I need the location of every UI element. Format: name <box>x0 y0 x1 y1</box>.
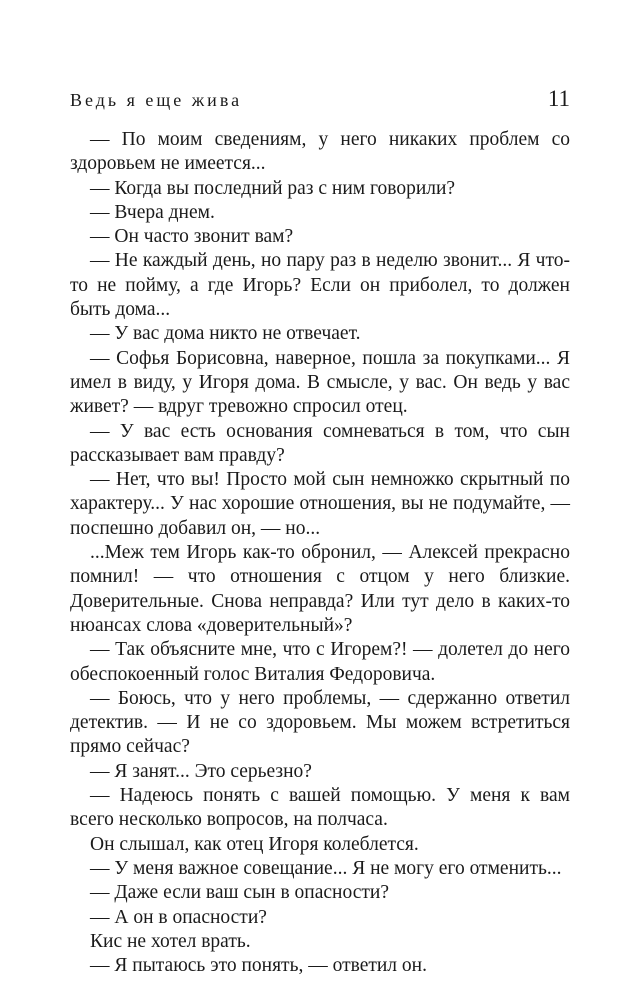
paragraph: — Я занят... Это серьезно? <box>90 760 312 782</box>
paragraph: — Нет, что вы! Просто мой сын немножко скрытный по характеру... У нас хорошие отношения, вы не подумайте, — поспешно добавил он, — но... <box>70 469 570 539</box>
page-header <box>70 86 570 116</box>
paragraph: — А он в опасности? <box>90 906 267 928</box>
paragraph: — Вчера днем. <box>90 201 215 223</box>
paragraph: — Софья Борисовна, наверное, пошла за покупками... Я имел в виду, у Игоря дома. В смысле, у вас. Он ведь у вас живет? — вдруг тревожно спросил отец. <box>70 347 570 418</box>
paragraph: — По моим сведениям, у него никаких проблем со здоровьем не имеется... <box>70 129 570 175</box>
paragraph: — Я пытаюсь это понять, — ответил он. <box>90 955 427 977</box>
paragraph: — Так объясните мне, что с Игорем?! — долетел до него обеспокоенный голос Виталия Федоровича. <box>70 639 570 685</box>
paragraph: — У вас есть основания сомневаться в том, что сын рассказывает вам правду? <box>70 420 570 466</box>
body-text <box>70 128 570 978</box>
paragraph: — У вас дома никто не отвечает. <box>90 323 361 345</box>
paragraph: — Он часто звонит вам? <box>90 226 294 248</box>
paragraph: — Надеюсь понять с вашей помощью. У меня к вам всего несколько вопросов, на полчаса. <box>70 785 570 831</box>
page-number: 11 <box>547 86 570 111</box>
paragraph: — Боюсь, что у него проблемы, — сдержанно ответил детектив. — И не со здоровьем. Мы можем встретиться прямо сейчас? <box>70 687 570 758</box>
paragraph: — Даже если ваш сын в опасности? <box>90 882 389 904</box>
paragraph: — Не каждый день, но пару раз в неделю звонит... Я что-то не пойму, а где Игорь? Если он приболел, то должен быть дома... <box>70 250 570 321</box>
paragraph: ...Меж тем Игорь как-то обронил, — Алексей прекрасно помнил! — что отношения с отцом у него близкие. Доверительные. Снова неправда? Или тут дело в каких-то нюансах слова «доверительный»? <box>70 542 570 636</box>
paragraph: Кис не хотел врать. <box>90 930 251 952</box>
paragraph: Он слышал, как отец Игоря колеблется. <box>90 833 419 855</box>
paragraph: — Когда вы последний раз с ним говорили? <box>90 177 456 199</box>
running-title: Ведь я еще жива <box>70 90 243 110</box>
paragraph: — У меня важное совещание... Я не могу его отменить... <box>90 857 562 879</box>
